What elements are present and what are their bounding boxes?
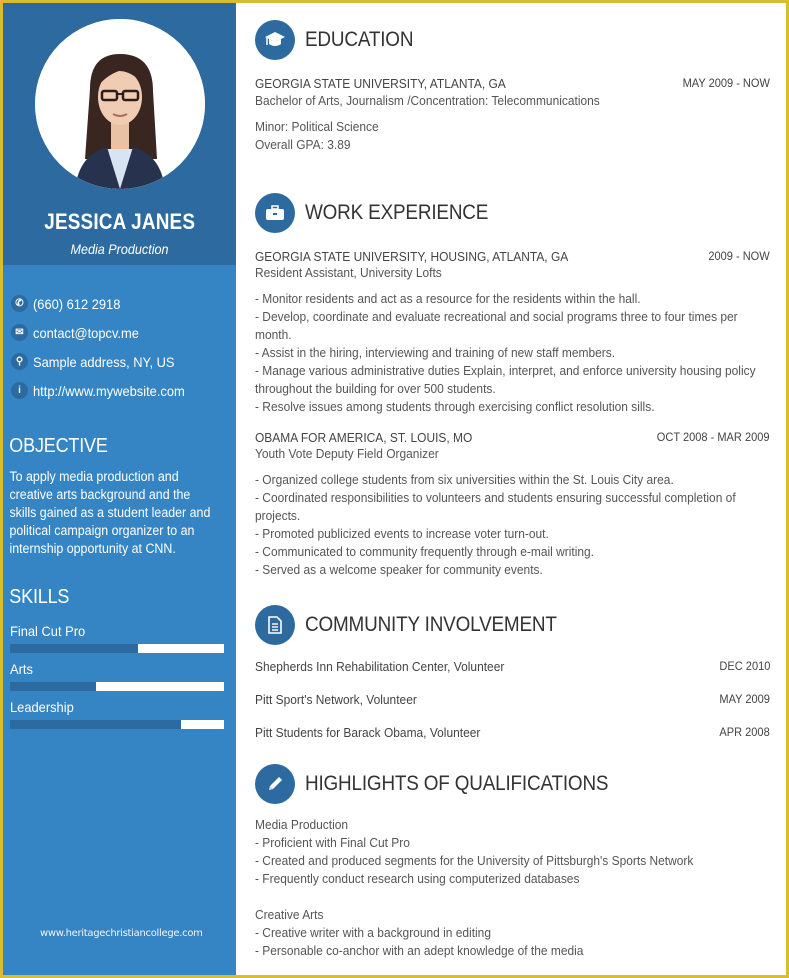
skill-bar-fill [10,720,181,729]
contact-text: (660) 612 2918 [33,295,121,312]
date: OCT 2008 - MAR 2009 [657,430,770,444]
section-title: WORK EXPERIENCE [305,201,489,224]
community-item [255,692,770,725]
pencil-icon [255,764,295,804]
date: DEC 2010 [719,659,770,673]
bullet: - Monitor residents and act as a resource for the residents within the hall. [255,291,641,306]
work-section [255,193,770,579]
contact-text: http://www.mywebsite.com [33,382,185,399]
work-entry [255,430,770,579]
section-header [255,193,770,233]
skill-bar-fill [10,644,138,653]
contact-website[interactable] [11,376,236,405]
position: Youth Vote Deputy Field Organizer [255,446,439,461]
highlights-section [255,764,770,960]
bullet: - Served as a welcome speaker for community events. [255,562,543,577]
contact-list [3,265,236,405]
org-name: GEORGIA STATE UNIVERSITY, HOUSING, ATLANTA, GA [255,249,569,264]
skill-label: Leadership [10,699,74,715]
bullet: - Manage various administrative duties Explain, interpret, and enforce university housing policy throughout the building for over 500 students. [255,363,756,396]
objective-title: OBJECTIVE [9,435,108,457]
position: Resident Assistant, University Lofts [255,265,442,280]
bullet: - Resolve issues among students through exercising conflict resolution sills. [255,399,655,414]
bullet: - Promoted publicized events to increase voter turn-out. [255,526,549,541]
person-portrait-icon [35,19,205,189]
education-entry [255,76,770,154]
group-heading: Creative Arts [255,907,324,922]
document-icon [255,605,295,645]
activity: Pitt Students for Barack Obama, Volunteer [255,725,481,740]
profile-role: Media Production [70,241,169,257]
profile-header [3,3,236,265]
section-header [255,605,770,645]
community-section [255,605,770,758]
skill-label: Final Cut Pro [10,623,86,639]
work-entry [255,249,770,416]
skills-title: SKILLS [9,586,70,608]
school-name: GEORGIA STATE UNIVERSITY, ATLANTA, GA [255,76,506,91]
community-list [255,659,770,758]
contact-email[interactable] [11,318,236,347]
skill-item [10,661,227,691]
date: APR 2008 [719,725,770,739]
bullet: - Develop, coordinate and evaluate recreational and social programs three to four times per month. [255,309,738,342]
skill-item [10,699,227,729]
briefcase-icon [255,193,295,233]
contact-phone[interactable] [11,289,236,318]
skill-bar [10,720,224,729]
profile-name: JESSICA JANES [44,209,195,234]
objective-text: To apply media production and creative arts background and the skills gained as a student leader and political campaign organizer to an internship opportunity at CNN. [9,469,211,556]
skill-item [10,623,227,653]
section-header [255,20,770,60]
contact-text: Sample address, NY, US [33,353,175,370]
highlight-group [255,816,770,888]
info-icon: i [11,382,28,399]
bullet: - Assist in the hiring, interviewing and training of new staff members. [255,345,616,360]
highlight-group [255,906,770,960]
section-title: COMMUNITY INVOLVEMENT [305,613,557,636]
date: MAY 2009 [719,692,770,706]
bullet: - Communicated to community frequently through e-mail writing. [255,544,595,559]
skill-label: Arts [10,661,33,677]
date: 2009 - NOW [708,249,770,263]
email-icon: ✉ [11,324,28,341]
activity: Shepherds Inn Rehabilitation Center, Volunteer [255,659,505,674]
skills-list [3,609,236,729]
skill-bar [10,682,224,691]
detail: Overall GPA: 3.89 [255,137,351,152]
sidebar [3,3,236,975]
community-item [255,725,770,758]
contact-text: contact@topcv.me [33,324,139,341]
section-title: HIGHLIGHTS OF QUALIFICATIONS [305,772,609,795]
date: MAY 2009 - NOW [682,76,770,90]
skill-bar-fill [10,682,96,691]
section-header [255,764,770,804]
profile-photo [35,19,205,189]
community-item [255,659,770,692]
bullet: - Proficient with Final Cut Pro [255,835,410,850]
bullet: - Coordinated responsibilities to volunteers and students ensuring successful completion of projects. [255,490,736,523]
skill-bar [10,644,224,653]
group-heading: Media Production [255,817,349,832]
degree: Bachelor of Arts, Journalism /Concentration: Telecommunications [255,93,600,108]
org-name: OBAMA FOR AMERICA, ST. LOUIS, MO [255,430,473,445]
resume-page [3,3,786,975]
watermark: www.heritagechristiancollege.com [40,928,203,939]
bullet: - Personable co-anchor with an adept knowledge of the media [255,943,584,958]
activity: Pitt Sport's Network, Volunteer [255,692,417,707]
bullet: - Frequently conduct research using computerized databases [255,871,580,886]
location-icon: ⚲ [11,353,28,370]
contact-address [11,347,236,376]
detail: Minor: Political Science [255,119,379,134]
education-section [255,20,770,154]
graduation-cap-icon [255,20,295,60]
section-title: EDUCATION [305,28,414,51]
bullet: - Creative writer with a background in editing [255,925,491,940]
bullet: - Created and produced segments for the University of Pittsburgh's Sports Network [255,853,694,868]
main-content [236,3,786,975]
phone-icon: ✆ [11,295,28,312]
bullet: - Organized college students from six universities within the St. Louis City area. [255,472,674,487]
